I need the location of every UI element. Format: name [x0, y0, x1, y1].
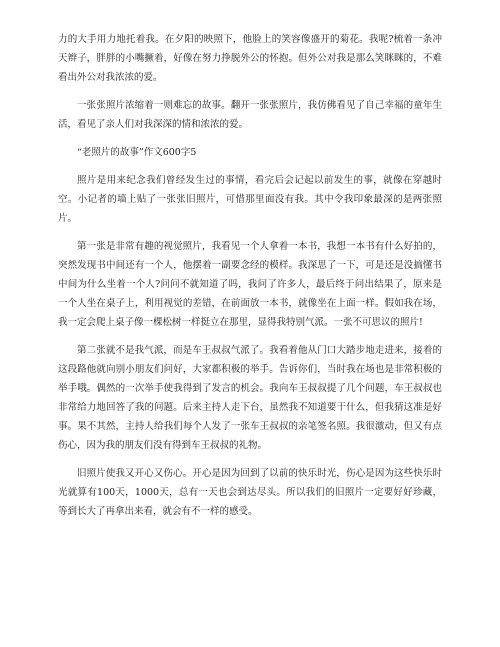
paragraph-4: 第一张是非常有趣的视觉照片，我看见一个人拿着一本书，我想一本书有什么好拍的，突然发现书中间还有一个人，他摆着一副要念经的模样。我深思了一下，可是还是没搞懂书中间为什么坐着一个人?问问不就知道了吗，我问了许多人，最后终于问出结果了，原来是一个人坐在桌子上，利用视觉的差错，在前面放一本书，就像坐在上面一样。假如我在场，我一定会爬上桌子像一棵松树一样挺立在那里，显得我特别气派。一张不可思议的照片! [58, 241, 442, 328]
paragraph-6: 旧照片使我又开心又伤心。开心是因为回到了以前的快乐时光，伤心是因为这些快乐时光就算有100天，1000天，总有一天也会到达尽头。所以我们的旧照片一定要好好珍藏，等到长大了再拿出来看，就会有不一样的感受。 [58, 468, 442, 517]
document-page [58, 30, 442, 530]
paragraph-5: 第二张就不是我气派，而是车王叔叔气派了。我看着他从门口大踏步地走进来，接着的这段路他就向别小朋友们问好，大家都积极的举手。告诉你们，当时我在场也是非常积极的举手哦。偶然的一次举手使我得到了发言的机会。我向车王叔叔提了几个问题，车王叔叔也非常给力地回答了我的问题。后来主持人走下台，虽然我不知道要干什么，但我猜这准是好事。果不其然，主持人给我们每个人发了一张车王叔叔的亲笔签名照。我很激动，但又有点伤心，因为我的朋友们没有得到车王叔叔的礼物。 [58, 345, 442, 451]
paragraph-2: 一张张照片浓缩着一则难忘的故事。翻开一张张照片，我仿佛看见了自己幸福的童年生活，看见了亲人们对我深深的情和浓浓的爱。 [58, 100, 442, 130]
paragraph-3: 照片是用来纪念我们曾经发生过的事情，看完后会记起以前发生的事，就像在穿越时空。小记者的墙上贴了一张张旧照片，可惜那里面没有我。其中令我印象最深的是两张照片。 [58, 175, 442, 224]
section-heading: “老照片的故事”作文600字5 [77, 147, 197, 158]
paragraph-1: 力的大手用力地托着我。在夕阳的映照下，他脸上的笑容像盛开的菊花。我呢?梳着一条冲天辫子，胖胖的小嘴撅着，好像在努力挣脱外公的怀抱。但外公对我是那么笑眯眯的，不难看出外公对我浓浓的爱。 [58, 34, 442, 83]
